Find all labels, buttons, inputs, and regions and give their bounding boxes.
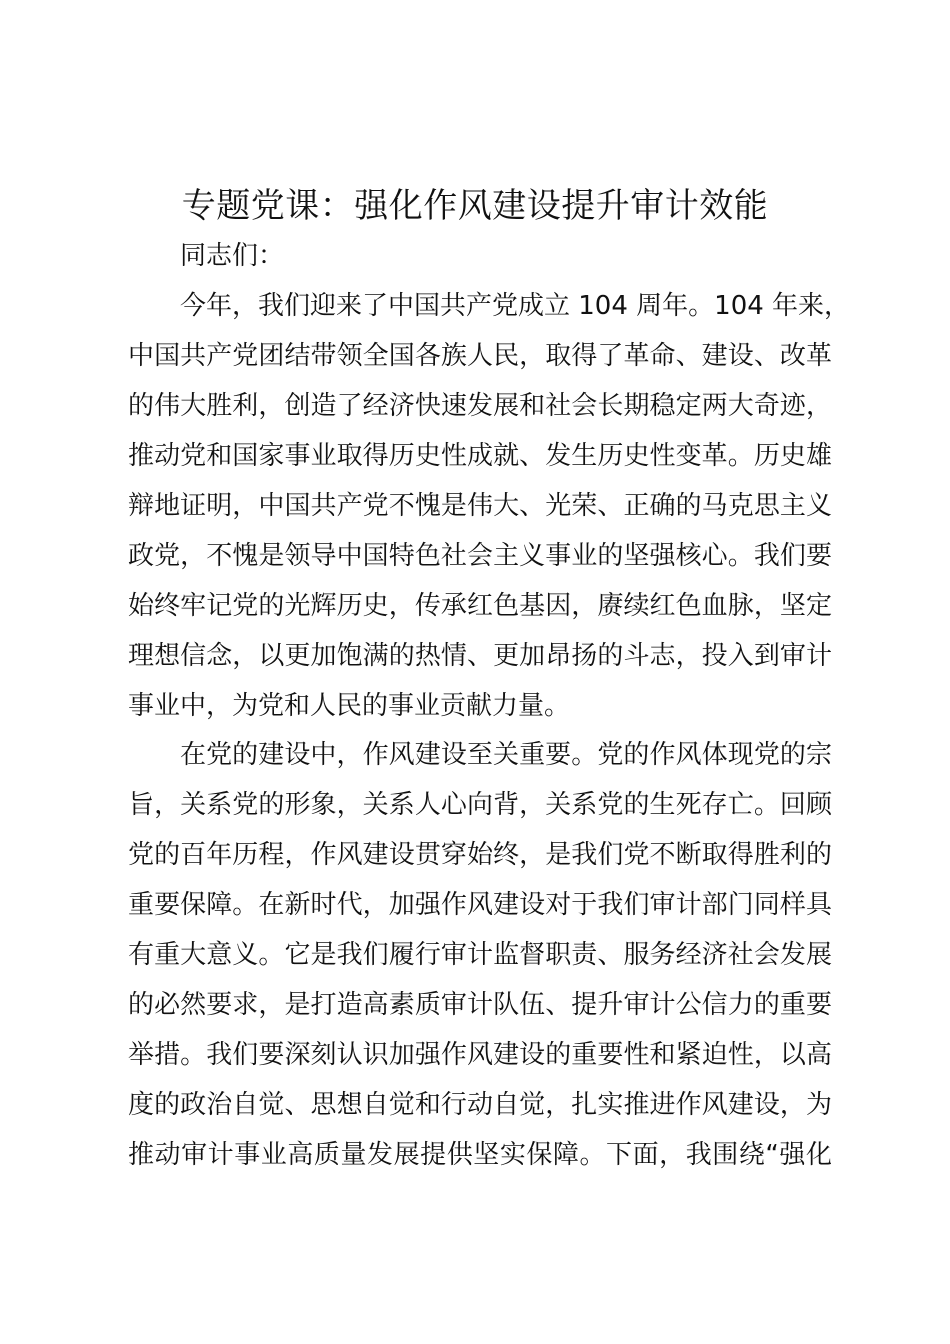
paragraph-line: 党的百年历程，作风建设贯穿始终，是我们党不断取得胜利的 [128,840,832,870]
paragraph-line: 始终牢记党的光辉历史，传承红色基因，赓续红色血脉，坚定 [128,591,832,621]
paragraph-line: 旨，关系党的形象，关系人心向背，关系党的生死存亡。回顾 [128,790,832,820]
paragraph-line: 的伟大胜利，创造了经济快速发展和社会长期稳定两大奇迹， [128,391,832,421]
paragraph-line: 推动审计事业高质量发展提供坚实保障。下面，我围绕“强化 [128,1140,832,1170]
paragraph-line: 在党的建设中，作风建设至关重要。党的作风体现党的宗 [180,740,832,770]
paragraph-line: 理想信念，以更加饱满的热情、更加昂扬的斗志，投入到审计 [128,641,832,671]
document-title: 专题党课：强化作风建设提升审计效能 [181,186,769,226]
paragraph-line: 度的政治自觉、思想自觉和行动自觉，扎实推进作风建设，为 [128,1090,832,1120]
paragraph-line: 今年，我们迎来了中国共产党成立 104 周年。104 年来， [180,291,851,321]
paragraph-line: 有重大意义。它是我们履行审计监督职责、服务经济社会发展 [128,940,832,970]
paragraph-line: 推动党和国家事业取得历史性成就、发生历史性变革。历史雄 [128,441,832,471]
greeting: 同志们： [180,241,285,271]
paragraph-line: 举措。我们要深刻认识加强作风建设的重要性和紧迫性，以高 [128,1040,832,1070]
paragraph-line: 重要保障。在新时代，加强作风建设对于我们审计部门同样具 [128,890,832,920]
paragraph-line: 中国共产党团结带领全国各族人民，取得了革命、建设、改革 [128,341,832,371]
paragraph-line: 事业中，为党和人民的事业贡献力量。 [128,691,571,721]
paragraph-line: 辩地证明，中国共产党不愧是伟大、光荣、正确的马克思主义 [128,491,832,521]
paragraph-line: 政党，不愧是领导中国特色社会主义事业的坚强核心。我们要 [128,541,832,571]
paragraph-line: 的必然要求，是打造高素质审计队伍、提升审计公信力的重要 [128,990,832,1020]
